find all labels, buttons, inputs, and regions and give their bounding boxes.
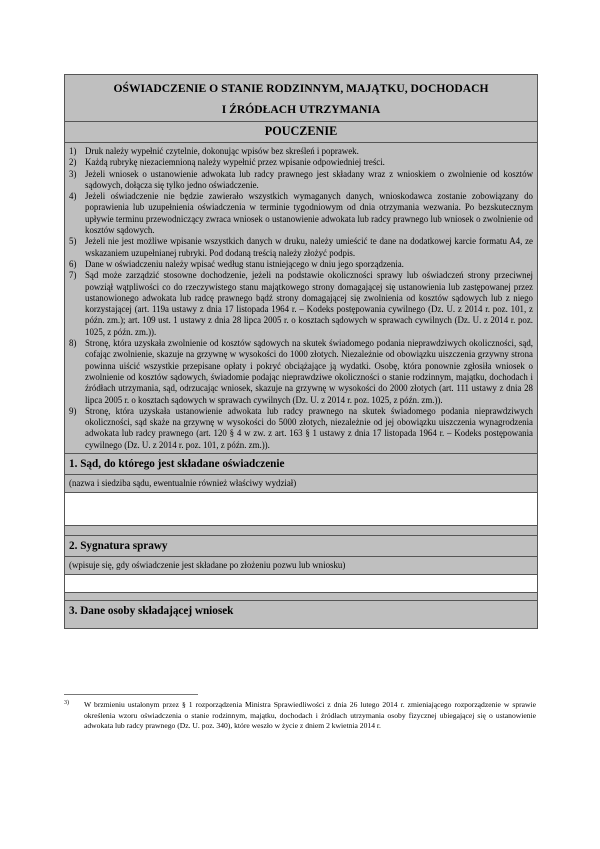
instruction-number: 5) [69, 236, 77, 247]
form-title-line2: I ŹRÓDŁACH UTRZYMANIA [221, 103, 381, 116]
instruction-text: Stronę, która uzyskała zwolnienie od kosztów sądowych na skutek świadomego podania nieprawdziwych okoliczności, sąd, cofając zwolnienie, skazuje na grzywnę w wysokości do 1000 złotych. Niezależnie od obowiązku uiszczenia grzywny strona powinna uiścić wszystkie przepisane opłaty i pokryć obciążające ją wydatki. Osobę, która ponownie zgłosiła wniosek o zwolnienie od kosztów sądowych, świadomie podając nieprawdziwe okoliczności o stanie rodzinnym, majątku, dochodach i źródłach utrzymania, sąd, odrzucając wniosek, skazuje na grzywnę w wysokości do 2000 złotych (art. 111 ustawy z dnia 28 lipca 2005 r. o kosztach sądowych w sprawach cywilnych (Dz. U. z 2014 r. poz. 1025, z późn. zm.)). [85, 338, 533, 405]
instruction-number: 8) [69, 338, 77, 349]
footnote [64, 700, 536, 732]
footnote-number: 3) [64, 700, 69, 706]
instruction-number: 9) [69, 405, 77, 416]
instruction-item [69, 236, 533, 259]
instruction-item [69, 146, 533, 157]
section-spacer [65, 592, 537, 600]
instruction-number: 2) [69, 157, 77, 168]
instruction-text: Jeżeli nie jest możliwe wpisanie wszystkich danych w druku, należy umieścić te dane na dodatkowej karcie formatu A4, ze wskazaniem uzupełnianej rubryki. Pod dodaną treścią należy złożyć podpis. [85, 236, 533, 258]
section-case-number-hint: (wpisuje się, gdy oświadczenie jest składane po złożeniu pozwu lub wniosku) [65, 556, 537, 574]
court-name-field[interactable] [65, 492, 537, 525]
instruction-item [69, 191, 533, 236]
instruction-number: 3) [69, 168, 77, 179]
footnote-text: W brzmieniu ustalonym przez § 1 rozporządzenia Ministra Sprawiedliwości z dnia 26 lutego 2014 r. zmieniającego rozporządzenie w sprawie określenia wzoru oświadczenia o stanie rodzinnym, majątku, dochodach i źródłach utrzymania osoby fizycznej ubiegającej się o ustanowienie adwokata lub radcy prawnego (Dz. U. poz. 340), które weszło w życie z dniem 2 kwietnia 2014 r. [84, 700, 536, 731]
section-applicant-heading: 3. Dane osoby składającej wniosek [65, 600, 537, 628]
instruction-text: Jeżeli oświadczenie nie będzie zawierało wszystkich wymaganych danych, wnioskodawca zostanie zobowiązany do poprawienia lub uzupełnienia oświadczenia w terminie tygodniowym od dnia otrzymania wezwania. Po bezskutecznym upływie terminu przewodniczący zwraca wniosek o ustanowienie adwokata lub radcy prawnego lub wniosek o zwolnienie od kosztów sądowych. [85, 191, 533, 236]
instruction-text: Sąd może zarządzić stosowne dochodzenie, jeżeli na podstawie okoliczności sprawy lub oświadczeń strony przeciwnej powziął wątpliwości co do rzeczywistego stanu majątkowego strony domagającej się ustanowienia lub zastępowanej przez ustanowionego adwokata lub radcę prawnego bądź strony domagającej się zwolnienia od kosztów sądowych lub z niego korzystającej (art. 119a ustawy z dnia 17 listopada 1964 r. – Kodeks postępowania cywilnego (Dz. U. z 2014 r. poz. 101, z późn. zm.); art. 109 ust. 1 ustawy z dnia 28 lipca 2005 r. o kosztach sądowych w sprawach cywilnych (Dz. U. z 2014 r. poz. 1025, z późn. zm.)). [85, 270, 533, 337]
section-case-number-heading: 2. Sygnatura sprawy [65, 535, 537, 556]
instructions-list [69, 146, 533, 451]
instruction-number: 7) [69, 270, 77, 281]
instruction-item [69, 259, 533, 270]
instruction-item [69, 270, 533, 338]
instruction-text: Każdą rubrykę niezaciemnioną należy wypełnić przez wpisanie odpowiedniej treści. [85, 157, 385, 168]
declaration-form [64, 74, 538, 629]
footnote-separator [64, 694, 198, 695]
case-number-field[interactable] [65, 574, 537, 592]
section-court-heading: 1. Sąd, do którego jest składane oświadczenie [65, 453, 537, 474]
instructions-heading: POUCZENIE [65, 122, 537, 143]
section-court-hint: (nazwa i siedziba sądu, ewentualnie również właściwy wydział) [65, 474, 537, 492]
instruction-item [69, 338, 533, 406]
instruction-item [69, 406, 533, 451]
instruction-number: 4) [69, 191, 77, 202]
instruction-number: 6) [69, 258, 77, 269]
instruction-item [69, 169, 533, 192]
section-spacer [65, 525, 537, 535]
instruction-text: Dane w oświadczeniu należy wpisać według stanu istniejącego w dniu jego sporządzenia. [85, 258, 404, 269]
instructions-box [65, 122, 537, 453]
instruction-text: Jeżeli wniosek o ustanowienie adwokata lub radcy prawnego jest składany wraz z wnioskiem o zwolnienie od kosztów sądowych, dołącza się tylko jedno oświadczenie. [85, 168, 533, 190]
instruction-text: Stronę, która uzyskała ustanowienie adwokata lub radcy prawnego na skutek świadomego podania nieprawdziwych okoliczności, sąd skaże na grzywnę w wysokości do 5000 złotych, niezależnie od jej obowiązku uiszczenia wynagrodzenia adwokata lub radcy prawnego (art. 120 § 4 w zw. z art. 163 § 1 ustawy z dnia 17 listopada 1964 r. – Kodeks postępowania cywilnego (Dz. U. z 2014 r. poz. 101, z późn. zm.)). [85, 405, 533, 450]
instruction-item [69, 157, 533, 168]
instruction-text: Druk należy wypełnić czytelnie, dokonując wpisów bez skreśleń i poprawek. [85, 146, 359, 156]
form-title [65, 75, 537, 122]
instruction-number: 1) [69, 146, 77, 156]
form-title-line1: OŚWIADCZENIE O STANIE RODZINNYM, MAJĄTKU, DOCHODACH [113, 82, 489, 95]
